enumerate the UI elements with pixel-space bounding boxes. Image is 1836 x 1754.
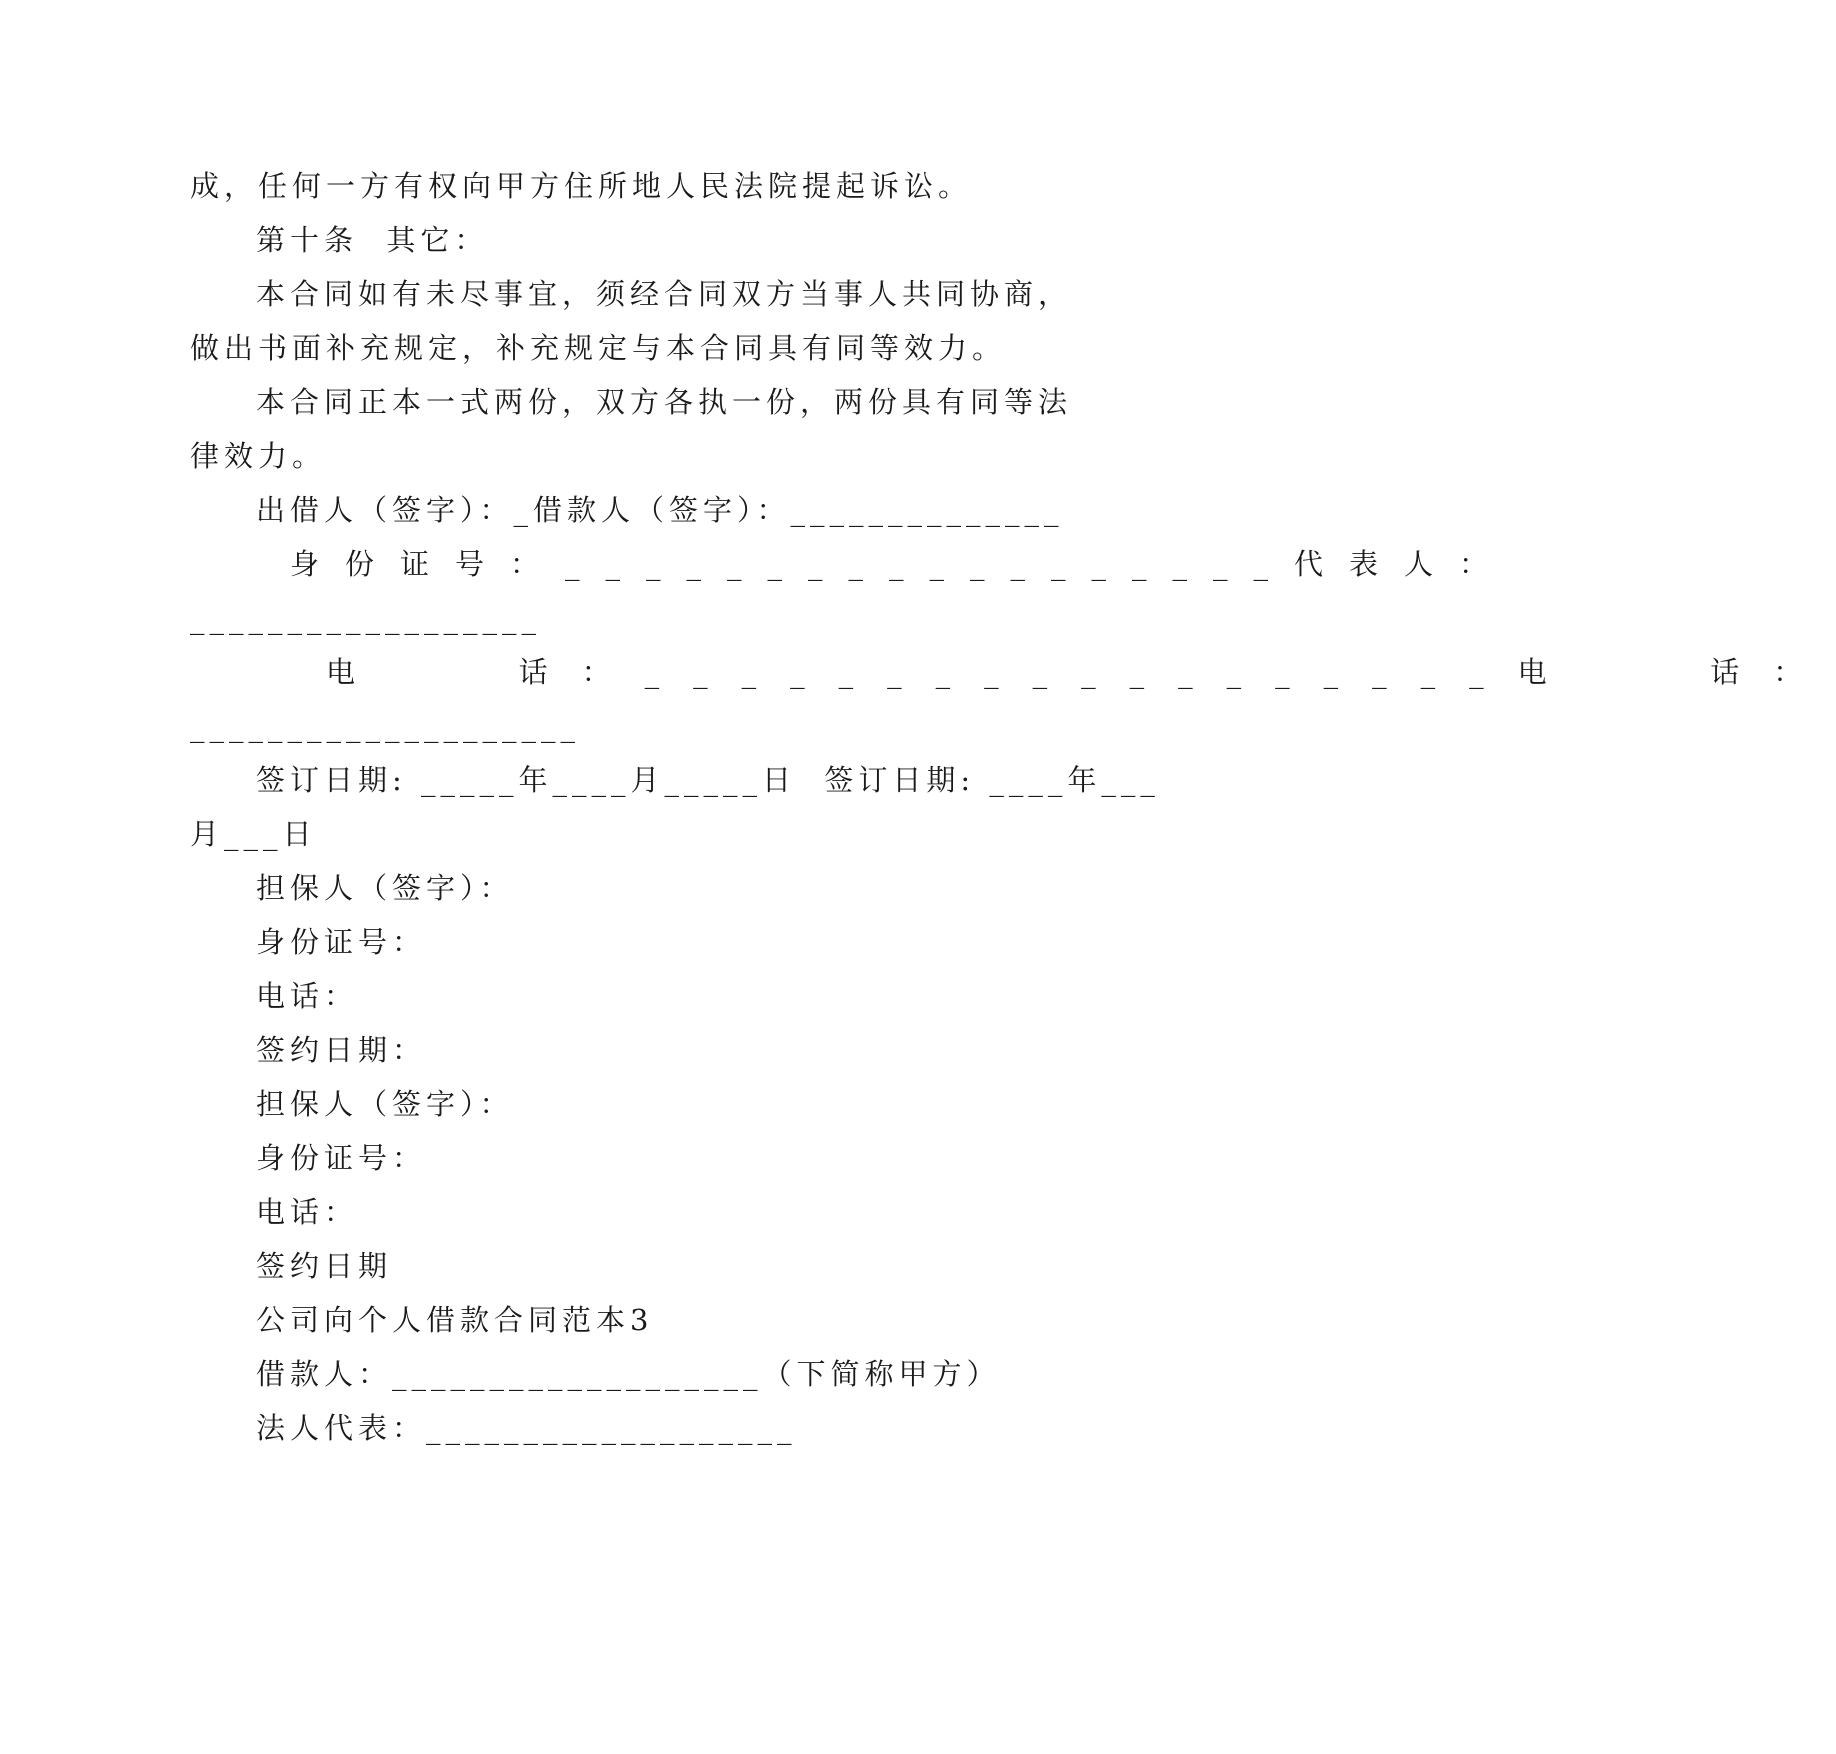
guarantor-line: 担保人（签字）： — [256, 1087, 514, 1121]
guarantor-phone-line: 电话： — [256, 1195, 359, 1229]
guarantor-line: 担保人（签字）： — [256, 871, 514, 905]
sign-date-line: 签订日期: _____年____月_____日 签订日期: ____年___ — [256, 763, 1160, 797]
article-heading: 第十条 其它： — [256, 223, 489, 257]
paragraph-line: 律效力。 — [190, 439, 327, 473]
guarantor-date-line: 签约日期 — [256, 1249, 393, 1283]
borrower-line: 借款人：___________________（下简称甲方） — [256, 1357, 1001, 1391]
phone-line: 电 话：__________________电 话： — [326, 655, 1836, 689]
signature-line: 出借人（签字）：_借款人（签字）：______________ — [256, 493, 1064, 527]
guarantor-id-line: 身份证号： — [256, 1141, 427, 1175]
section-title: 公司向个人借款合同范本3 — [256, 1303, 654, 1337]
paragraph-line: 做出书面补充规定，补充规定与本合同具有同等效力。 — [190, 331, 1007, 365]
paragraph-line: 成，任何一方有权向甲方住所地人民法院提起诉讼。 — [190, 169, 973, 203]
blank-line: ____________________ — [190, 709, 580, 743]
guarantor-id-line: 身份证号： — [256, 925, 427, 959]
sign-date-line: 月___日 — [190, 817, 317, 851]
paragraph-line: 本合同如有未尽事宜，须经合同双方当事人共同协商， — [256, 277, 1073, 311]
id-number-line: 身份证号：__________________代表人： — [290, 547, 1515, 581]
guarantor-date-line: 签约日期： — [256, 1033, 427, 1067]
guarantor-phone-line: 电话： — [256, 979, 359, 1013]
legal-representative-line: 法人代表：___________________ — [256, 1411, 797, 1445]
blank-line: __________________ — [190, 601, 541, 635]
paragraph-line: 本合同正本一式两份，双方各执一份，两份具有同等法 — [256, 385, 1073, 419]
